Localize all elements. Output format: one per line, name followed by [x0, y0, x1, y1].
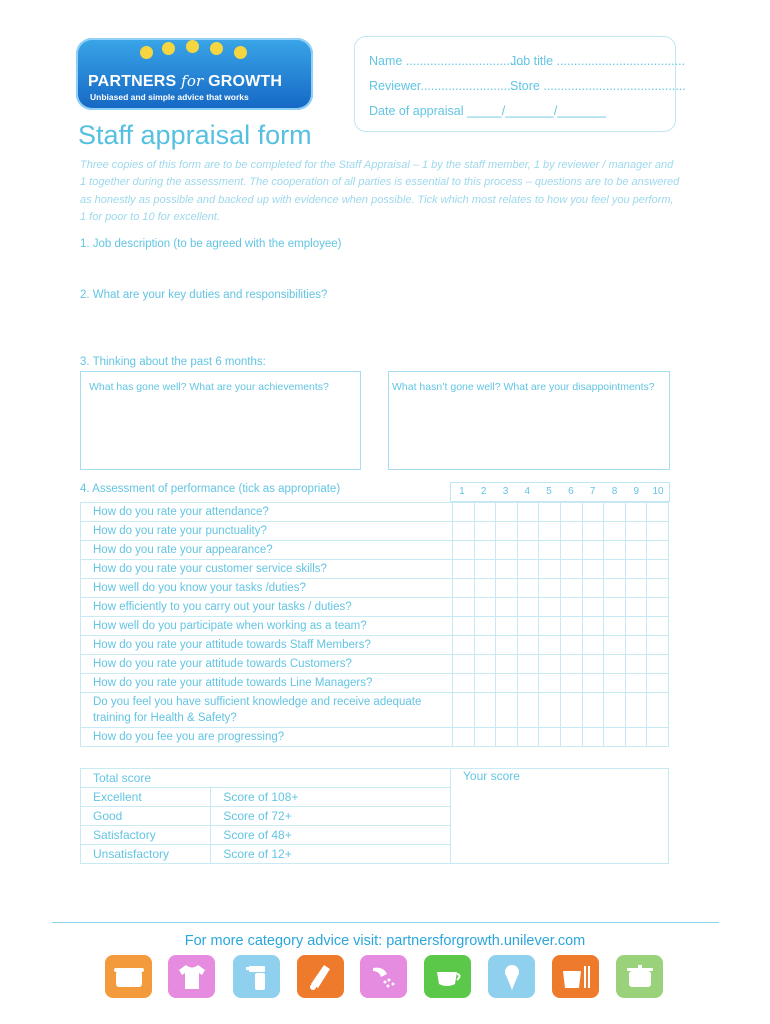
score-band-value: Score of 108+ [211, 788, 451, 807]
rating-checkbox-1[interactable] [453, 598, 475, 617]
rating-checkbox-8[interactable] [604, 503, 626, 522]
rating-checkbox-7[interactable] [582, 728, 604, 747]
rating-checkbox-2[interactable] [474, 503, 496, 522]
rating-checkbox-9[interactable] [625, 522, 647, 541]
rating-checkbox-2[interactable] [474, 674, 496, 693]
rating-scale-header [450, 482, 670, 502]
rating-checkbox-6[interactable] [561, 655, 583, 674]
rating-checkbox-9[interactable] [625, 655, 647, 674]
rating-checkbox-2[interactable] [474, 522, 496, 541]
rating-checkbox-3[interactable] [496, 728, 518, 747]
rating-checkbox-5[interactable] [539, 617, 561, 636]
score-band-label: Unsatisfactory [81, 845, 211, 864]
rating-checkbox-6[interactable] [561, 522, 583, 541]
scale-6: 6 [568, 486, 574, 497]
sauce-bottle-icon [297, 955, 344, 998]
rating-checkbox-9[interactable] [625, 636, 647, 655]
rating-checkbox-10[interactable] [647, 598, 669, 617]
reviewer-field[interactable]: Reviewer........................... [369, 79, 515, 93]
rating-checkbox-6[interactable] [561, 598, 583, 617]
score-band-label: Excellent [81, 788, 211, 807]
assessment-question: Do you feel you have sufficient knowledge and receive adequate training for Health & Safety? [81, 693, 453, 728]
table-row [81, 503, 669, 522]
rating-checkbox-4[interactable] [517, 617, 539, 636]
rating-checkbox-3[interactable] [496, 579, 518, 598]
rating-checkbox-7[interactable] [582, 560, 604, 579]
rating-checkbox-6[interactable] [561, 617, 583, 636]
rating-checkbox-2[interactable] [474, 636, 496, 655]
total-score-label: Total score [81, 769, 451, 788]
scale-10: 10 [652, 486, 664, 497]
assessment-question: How do you rate your attitude towards Line Managers? [81, 674, 453, 693]
rating-checkbox-9[interactable] [625, 728, 647, 747]
ice-cream-icon [488, 955, 535, 998]
cup-icon [424, 955, 471, 998]
rating-checkbox-4[interactable] [517, 728, 539, 747]
rating-checkbox-6[interactable] [561, 503, 583, 522]
rating-checkbox-10[interactable] [647, 655, 669, 674]
rating-checkbox-9[interactable] [625, 693, 647, 728]
rating-checkbox-8[interactable] [604, 674, 626, 693]
rating-checkbox-8[interactable] [604, 522, 626, 541]
assessment-question: How do you rate your attitude towards Staff Members? [81, 636, 453, 655]
rating-checkbox-4[interactable] [517, 541, 539, 560]
rating-checkbox-8[interactable] [604, 560, 626, 579]
table-row [81, 693, 669, 728]
rating-checkbox-8[interactable] [604, 617, 626, 636]
table-row [81, 522, 669, 541]
rating-checkbox-5[interactable] [539, 541, 561, 560]
score-band-value: Score of 48+ [211, 826, 451, 845]
date-of-appraisal-field[interactable]: Date of appraisal _____/_______/_______ [369, 104, 607, 118]
table-row [81, 541, 669, 560]
rating-checkbox-6[interactable] [561, 541, 583, 560]
scale-8: 8 [611, 486, 618, 497]
store-field[interactable]: Store ......................................... [510, 79, 686, 93]
rating-checkbox-9[interactable] [625, 560, 647, 579]
your-score-label: Your score [463, 769, 520, 783]
saucepan-icon [616, 955, 663, 998]
name-field[interactable]: Name .................................. [369, 54, 524, 68]
rating-checkbox-4[interactable] [517, 560, 539, 579]
rating-checkbox-3[interactable] [496, 617, 518, 636]
rating-checkbox-1[interactable] [453, 617, 475, 636]
rating-checkbox-5[interactable] [539, 728, 561, 747]
rating-checkbox-7[interactable] [582, 503, 604, 522]
rating-checkbox-5[interactable] [539, 636, 561, 655]
logo-dot [162, 42, 175, 55]
assessment-question: How do you rate your appearance? [81, 541, 453, 560]
assessment-question: How do you rate your punctuality? [81, 522, 453, 541]
assessment-question: How efficiently to you carry out your tasks / duties? [81, 598, 453, 617]
page-title: Staff appraisal form [78, 120, 312, 150]
scale-7: 7 [589, 486, 596, 497]
rating-checkbox-10[interactable] [647, 636, 669, 655]
score-table [80, 768, 669, 864]
rating-checkbox-5[interactable] [539, 503, 561, 522]
rating-checkbox-9[interactable] [625, 674, 647, 693]
footer-divider [52, 922, 719, 923]
rating-checkbox-9[interactable] [625, 541, 647, 560]
section-4-heading: 4. Assessment of performance (tick as appropriate) [80, 483, 341, 495]
rating-checkbox-1[interactable] [453, 579, 475, 598]
rating-checkbox-2[interactable] [474, 579, 496, 598]
assessment-question: How well do you participate when working as a team? [81, 617, 453, 636]
score-band-label: Satisfactory [81, 826, 211, 845]
rating-checkbox-5[interactable] [539, 674, 561, 693]
rating-checkbox-4[interactable] [517, 693, 539, 728]
basket-icon [105, 955, 152, 998]
rating-checkbox-10[interactable] [647, 522, 669, 541]
table-row [81, 636, 669, 655]
rating-checkbox-6[interactable] [561, 728, 583, 747]
rating-checkbox-3[interactable] [496, 636, 518, 655]
rating-checkbox-3[interactable] [496, 522, 518, 541]
rating-checkbox-3[interactable] [496, 693, 518, 728]
scale-1: 1 [459, 486, 465, 497]
rating-checkbox-7[interactable] [582, 636, 604, 655]
assessment-question: How well do you know your tasks /duties? [81, 579, 453, 598]
rating-checkbox-5[interactable] [539, 693, 561, 728]
tshirt-icon [168, 955, 215, 998]
rating-checkbox-2[interactable] [474, 617, 496, 636]
rating-checkbox-4[interactable] [517, 579, 539, 598]
rating-checkbox-8[interactable] [604, 728, 626, 747]
rating-checkbox-3[interactable] [496, 503, 518, 522]
scale-3: 3 [502, 486, 509, 497]
assessment-question: How do you rate your attitude towards Customers? [81, 655, 453, 674]
rating-checkbox-6[interactable] [561, 579, 583, 598]
shower-icon [360, 955, 407, 998]
rating-checkbox-7[interactable] [582, 522, 604, 541]
rating-checkbox-10[interactable] [647, 560, 669, 579]
rating-checkbox-1[interactable] [453, 636, 475, 655]
rating-checkbox-9[interactable] [625, 579, 647, 598]
rating-checkbox-9[interactable] [625, 598, 647, 617]
rating-checkbox-7[interactable] [582, 541, 604, 560]
rating-checkbox-3[interactable] [496, 541, 518, 560]
rating-checkbox-1[interactable] [453, 541, 475, 560]
rating-checkbox-1[interactable] [453, 655, 475, 674]
rating-checkbox-2[interactable] [474, 693, 496, 728]
achievements-label: What has gone well? What are your achievements? [89, 381, 329, 393]
rating-checkbox-9[interactable] [625, 503, 647, 522]
rating-checkbox-8[interactable] [604, 579, 626, 598]
scale-5: 5 [546, 486, 552, 497]
rating-checkbox-5[interactable] [539, 655, 561, 674]
rating-checkbox-7[interactable] [582, 693, 604, 728]
score-band-label: Good [81, 807, 211, 826]
rating-checkbox-3[interactable] [496, 655, 518, 674]
rating-checkbox-10[interactable] [647, 617, 669, 636]
rating-checkbox-10[interactable] [647, 674, 669, 693]
job-title-field[interactable]: Job title ..................................... [510, 54, 686, 68]
rating-checkbox-1[interactable] [453, 693, 475, 728]
rating-checkbox-10[interactable] [647, 541, 669, 560]
rating-checkbox-7[interactable] [582, 655, 604, 674]
rating-checkbox-5[interactable] [539, 560, 561, 579]
rating-checkbox-5[interactable] [539, 579, 561, 598]
rating-checkbox-1[interactable] [453, 503, 475, 522]
rating-checkbox-3[interactable] [496, 560, 518, 579]
rating-checkbox-10[interactable] [647, 728, 669, 747]
logo-brand: PARTNERS for GROWTH [88, 72, 283, 90]
table-row [81, 560, 669, 579]
rating-checkbox-5[interactable] [539, 598, 561, 617]
table-row [81, 598, 669, 617]
rating-checkbox-6[interactable] [561, 560, 583, 579]
rating-checkbox-3[interactable] [496, 598, 518, 617]
rating-checkbox-6[interactable] [561, 636, 583, 655]
rating-checkbox-1[interactable] [453, 674, 475, 693]
table-row [81, 617, 669, 636]
scale-2: 2 [480, 486, 487, 497]
partners-for-growth-logo [76, 38, 313, 110]
table-row [81, 579, 669, 598]
rating-checkbox-4[interactable] [517, 522, 539, 541]
logo-dot [234, 46, 247, 59]
section-2-heading: 2. What are your key duties and responsibilities? [80, 289, 328, 301]
rating-checkbox-4[interactable] [517, 674, 539, 693]
rating-checkbox-10[interactable] [647, 579, 669, 598]
cooking-pot-utensils-icon [552, 955, 599, 998]
disappointments-label: What hasn’t gone well? What are your disappointments? [392, 381, 655, 393]
rating-checkbox-4[interactable] [517, 503, 539, 522]
intro-text: Three copies of this form are to be completed for the Staff Appraisal – 1 by the staff member, 1 by reviewer / manager and 1 together during the assessment. The cooperation of all parties is essential to this process – questions are to be answered as honestly as possible and backed up with evidence when possible. Tick which most relates to how you feel you perform, 1 for poor to 10 for excellent. [80, 159, 680, 223]
rating-checkbox-1[interactable] [453, 728, 475, 747]
rating-checkbox-2[interactable] [474, 598, 496, 617]
footer-link[interactable]: For more category advice visit: partnersforgrowth.unilever.com [184, 933, 586, 949]
rating-checkbox-1[interactable] [453, 522, 475, 541]
rating-checkbox-8[interactable] [604, 636, 626, 655]
logo-tagline: Unbiased and simple advice that works [90, 92, 249, 102]
rating-checkbox-8[interactable] [604, 541, 626, 560]
rating-checkbox-7[interactable] [582, 674, 604, 693]
scale-4: 4 [524, 486, 531, 497]
logo-dot [186, 40, 199, 53]
rating-checkbox-2[interactable] [474, 560, 496, 579]
section-1-heading: 1. Job description (to be agreed with the employee) [80, 238, 342, 250]
assessment-question: How do you rate your customer service skills? [81, 560, 453, 579]
logo-dot [210, 42, 223, 55]
rating-checkbox-2[interactable] [474, 541, 496, 560]
rating-checkbox-6[interactable] [561, 674, 583, 693]
logo-dot [140, 46, 153, 59]
rating-checkbox-8[interactable] [604, 598, 626, 617]
rating-checkbox-7[interactable] [582, 598, 604, 617]
rating-checkbox-4[interactable] [517, 636, 539, 655]
section-3-heading: 3. Thinking about the past 6 months: [80, 356, 266, 368]
rating-checkbox-7[interactable] [582, 617, 604, 636]
rating-checkbox-7[interactable] [582, 579, 604, 598]
table-row [81, 655, 669, 674]
table-row [81, 674, 669, 693]
score-band-value: Score of 12+ [211, 845, 451, 864]
rating-checkbox-10[interactable] [647, 503, 669, 522]
score-band-value: Score of 72+ [211, 807, 451, 826]
rating-checkbox-2[interactable] [474, 728, 496, 747]
rating-checkbox-3[interactable] [496, 674, 518, 693]
spray-bottle-icon [233, 955, 280, 998]
scale-9: 9 [633, 486, 640, 497]
rating-checkbox-8[interactable] [604, 693, 626, 728]
rating-checkbox-10[interactable] [647, 693, 669, 728]
rating-checkbox-9[interactable] [625, 617, 647, 636]
assessment-question: How do you rate your attendance? [81, 503, 453, 522]
rating-checkbox-2[interactable] [474, 655, 496, 674]
rating-checkbox-4[interactable] [517, 598, 539, 617]
rating-checkbox-8[interactable] [604, 655, 626, 674]
assessment-table [80, 502, 669, 747]
your-score-cell[interactable] [451, 769, 669, 864]
assessment-question: How do you fee you are progressing? [81, 728, 453, 747]
table-row [81, 728, 669, 747]
rating-checkbox-6[interactable] [561, 693, 583, 728]
rating-checkbox-4[interactable] [517, 655, 539, 674]
rating-checkbox-1[interactable] [453, 560, 475, 579]
rating-checkbox-5[interactable] [539, 522, 561, 541]
